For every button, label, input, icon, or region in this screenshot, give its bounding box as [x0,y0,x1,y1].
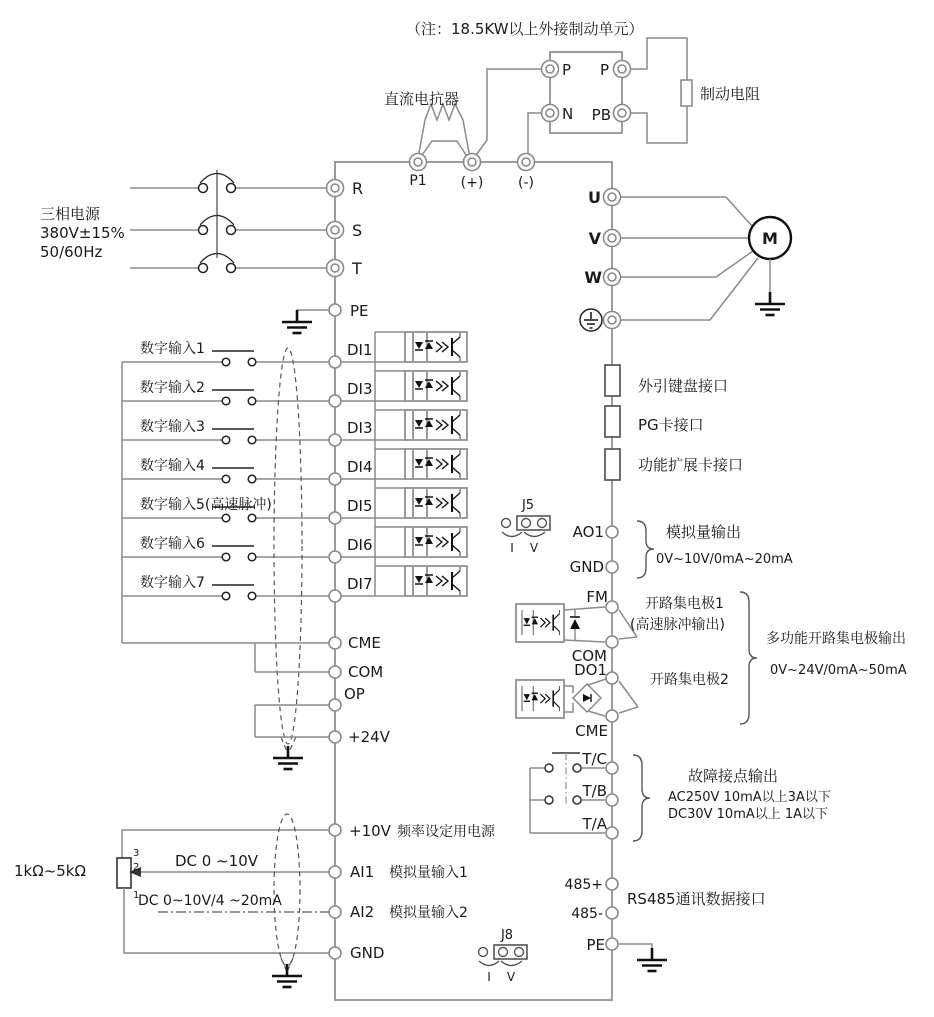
terminal-gnd [329,947,341,959]
terminal-label-bu-n: N [562,105,574,123]
dc-reactor-label: 直流电抗器 [384,90,460,108]
terminal-ai1 [329,866,341,878]
optocoupler-icon [413,528,460,556]
terminal-label-bu-p-right: P [599,61,609,79]
terminal-label-485p: 485+ [564,877,603,893]
di-label-4: 数字输入4 [140,458,205,474]
oc-range: 0V~24V/0mA~50mA [770,663,907,678]
terminal-brakeunit-n [542,105,559,122]
brake-unit-box [550,52,622,133]
di-cable-shield [273,348,303,769]
diode-icon [570,619,580,629]
terminal-label-pe-out: PE [586,936,605,954]
terminal-brakeunit-p-left [542,61,559,78]
di-terminal-label-6: DI6 [347,536,373,554]
terminal-label-oc-com: COM [571,647,607,665]
relay-ac-rating: AC250V 10mA以上3A以下 [668,790,831,805]
terminal-r [327,180,344,197]
terminal-oc-cme [606,710,618,722]
ao-title: 模拟量输出 [666,523,742,541]
terminal-di1 [329,356,341,368]
pot-range-label: 1kΩ~5kΩ [14,862,86,880]
motor-label: M [762,229,778,248]
di-switch-3 [212,429,256,444]
terminal-label-485n: 485- [571,906,603,922]
di-terminal-label-1: DI1 [347,341,373,359]
pot-pin2-label: 2 [133,862,140,873]
terminal-label-tb: T/B [582,782,607,800]
terminal-ai2 [329,906,341,918]
jumper-j5 [502,516,551,537]
pe-input [282,304,341,333]
terminal-label-ta: T/A [582,815,607,833]
terminal-label-gnd: GND [350,944,385,962]
di-label-2: 数字输入2 [140,380,205,396]
terminal-label-com: COM [348,663,384,681]
ground-symbol [272,964,302,987]
interface-label-keypad: 外引键盘接口 [638,377,729,395]
terminal-di6 [329,551,341,563]
terminal-label-bu-p-left: P [562,61,572,79]
optocoupler-icon [413,489,460,517]
di-switch-7 [212,585,256,600]
digital-input-wiring [122,332,467,643]
terminal-label-do1: DO1 [574,661,607,679]
terminal-label-u: U [588,188,601,207]
relay-title: 故障接点输出 [688,767,779,785]
analog-output-terminals [606,521,654,578]
ground-symbol [637,948,667,971]
optocoupler-icon [413,372,460,400]
di-switch-6 [212,546,256,561]
ai2-desc-label: 模拟量输入2 [389,905,468,921]
supply-label-1: 三相电源 [40,205,101,223]
di-label-6: 数字输入6 [140,536,205,552]
expansion-card-port-icon [605,449,620,480]
potentiometer-symbol [117,858,131,888]
optocoupler-icon [413,333,460,361]
di-label-3: 数字输入3 [140,419,205,435]
terminal-di5 [329,512,341,524]
terminal-label-ai1: AI1 [350,863,375,881]
terminal-plus [464,154,481,171]
j5-v-label: V [529,541,539,555]
terminal-label-w: W [584,268,602,287]
ai1-range-label: DC 0 ~10V [175,852,259,870]
note-text: （注：18.5KW以上外接制动单元） [406,20,644,38]
j5-i-label: I [510,541,514,555]
terminal-brakeunit-p-right [614,61,631,78]
di-label-5: 数字输入5(高速脉冲) [140,497,272,513]
pot-pin3-label: 3 [133,848,140,859]
terminal-tb [606,794,618,806]
di-switch-4 [212,468,256,483]
pot-pin1-label: 1 [133,890,140,901]
interface-slots [605,365,620,480]
relay-dc-rating: DC30V 10mA以上 1A以下 [668,807,829,822]
terminal-p1 [410,154,427,171]
terminal-di7 [329,590,341,602]
terminal-label-tc: T/C [582,750,607,768]
ground-symbol [282,310,312,333]
terminal-di3 [329,434,341,446]
optocoupler-icon [413,411,460,439]
ground-symbol [273,746,303,769]
analog-input-wiring [117,824,341,959]
terminal-v [604,230,621,247]
reactor-jumper-bar [420,141,468,158]
brake-resistor-label: 制动电阻 [700,85,761,103]
keypad-port-icon [605,365,620,396]
brake-resistor-symbol [681,80,692,106]
terminal-minus [518,154,535,171]
terminal-10v [329,824,341,836]
terminal-u [604,189,621,206]
di-switch-2 [212,390,256,405]
jumper-j5-label: J5 [521,498,535,513]
supply-label-2: 380V±15% [40,224,125,242]
oc1-sub-label: (高速脉冲输出) [630,617,725,633]
comm-title: RS485通讯数据接口 [627,890,766,908]
terminal-cme [329,637,341,649]
supply-label-3: 50/60Hz [40,243,103,261]
terminal-pe-out [606,938,618,950]
ao-range: 0V~10V/0mA~20mA [656,552,793,567]
terminal-pe [329,304,341,316]
di-label-1: 数字输入1 [140,341,205,357]
terminal-label-pe: PE [350,302,369,320]
interface-label-pgcard: PG卡接口 [638,416,704,434]
interface-label-expansion: 功能扩展卡接口 [638,456,744,474]
optocoupler-icon [522,610,560,635]
ai2-range-label: DC 0~10V/4 ~20mA [138,893,282,909]
terminal-oc-com [606,636,618,648]
terminal-ao-gnd [606,561,618,573]
di-terminal-label-7: DI7 [347,575,373,593]
di-switch-1 [212,351,256,366]
terminal-ao1 [606,526,618,538]
terminal-label-ao-gnd: GND [569,558,604,576]
optocoupler-icon [522,686,560,711]
ai1-desc-label: 模拟量输入1 [389,865,468,881]
terminal-485n [606,907,618,919]
di-label-7: 数字输入7 [140,575,205,591]
di-terminal-label-3: DI3 [347,419,373,437]
optocoupler-icon [413,567,460,595]
terminal-p24 [329,731,341,743]
control-common-wiring [122,637,341,743]
terminal-label-p24: +24V [348,728,390,746]
terminal-di2 [329,395,341,407]
terminal-com [329,666,341,678]
di-terminal-label-4: DI4 [347,458,373,476]
j8-i-label: I [487,970,491,984]
terminal-op [329,699,341,711]
oc-title: 多功能开路集电极输出 [766,631,906,647]
terminal-label-cme: CME [348,634,381,652]
terminal-earth [604,312,621,329]
terminal-s [327,222,344,239]
terminal-ta [606,827,618,839]
terminal-di4 [329,473,341,485]
terminal-label-plus: (+) [460,175,484,191]
terminal-w [604,269,621,286]
terminal-brakeunit-pb [614,105,631,122]
terminal-label-minus: (-) [518,175,534,191]
terminal-label-10v: +10V [349,822,391,840]
di-terminal-label-5: DI5 [347,497,373,515]
terminal-label-ao1: AO1 [572,523,604,541]
terminal-label-oc-cme: CME [575,722,608,740]
terminal-label-fm: FM [586,588,608,606]
ground-symbol [755,292,785,315]
inverter-body [335,162,612,1000]
oc1-label: 开路集电极1 [645,596,724,612]
di-terminal-label-2: DI3 [347,380,373,398]
pg-card-port-icon [605,406,620,437]
terminal-label-t: T [352,259,362,278]
optocoupler-icon [413,450,460,478]
jumper-j8 [479,945,528,966]
freq-supply-label: 频率设定用电源 [397,824,495,840]
jumper-j8-label: J8 [500,928,514,943]
oc2-label: 开路集电极2 [650,672,729,688]
supply-wiring [130,170,344,277]
terminal-label-op: OP [344,685,365,703]
terminal-485p [606,878,618,890]
earth-terminal-icon [580,309,602,331]
terminal-label-ai2: AI2 [350,903,375,921]
terminal-label-v: V [588,229,601,248]
terminal-do1 [606,672,618,684]
terminal-label-p1: P1 [409,173,427,189]
terminal-label-r: R [352,179,364,198]
j8-v-label: V [506,970,516,984]
terminal-tc [606,762,618,774]
terminal-label-s: S [352,221,363,240]
terminal-label-bu-pb: PB [591,106,611,124]
terminal-t [327,260,344,277]
